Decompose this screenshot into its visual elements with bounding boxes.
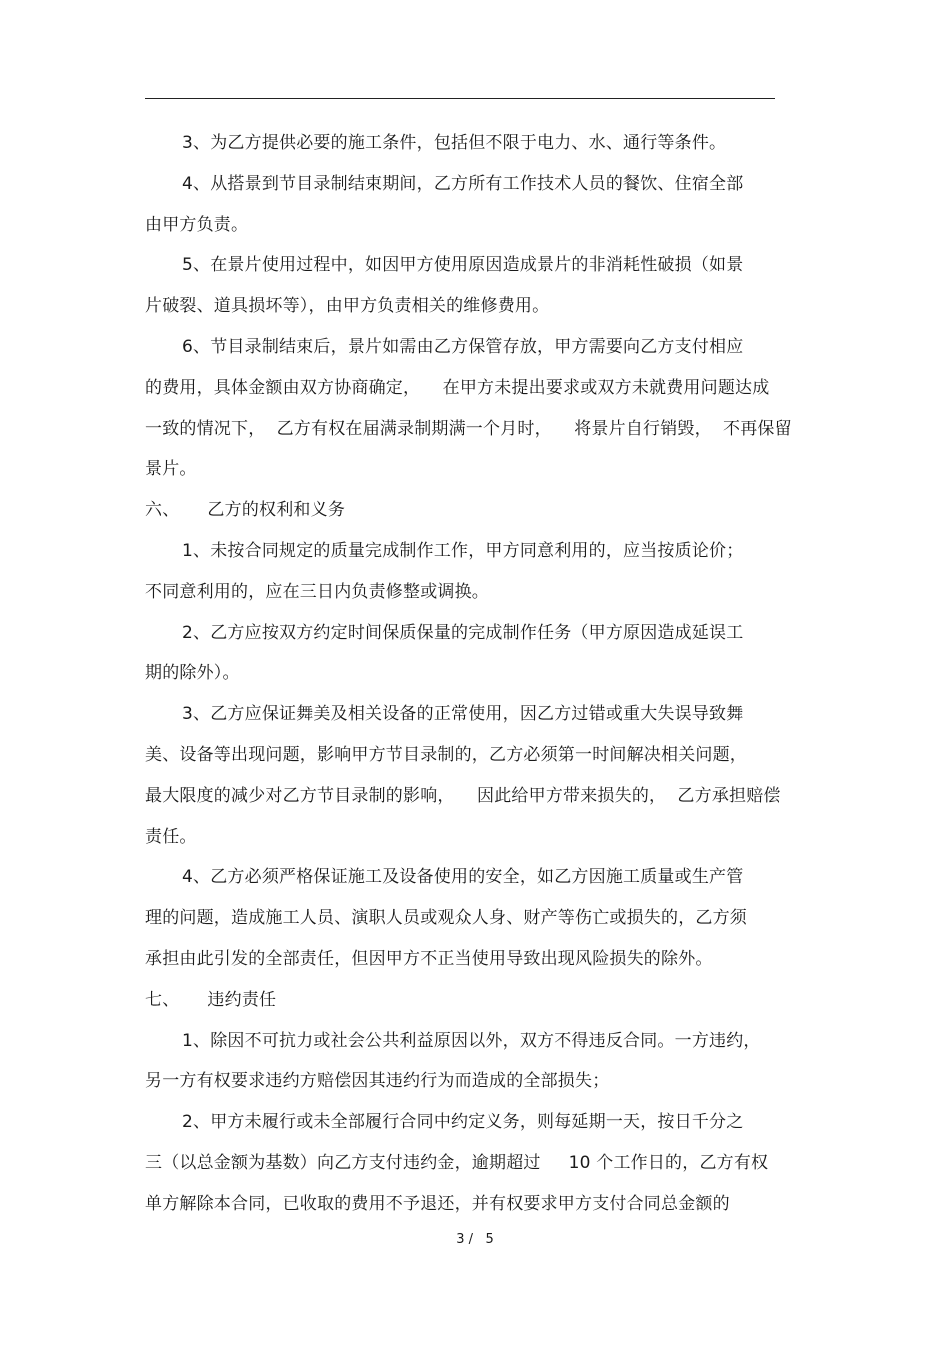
page-number: 3 / 5 <box>456 1232 494 1247</box>
text-line: 片破裂、道具损坏等），由甲方负责相关的维修费用。 <box>145 296 550 316</box>
text-line: 2、乙方应按双方约定时间保质保量的完成制作任务（甲方原因造成延误工 <box>182 623 744 643</box>
text-line: 美、设备等出现问题，影响甲方节目录制的，乙方必须第一时间解决相关问题， <box>145 745 747 765</box>
text-line: 2、甲方未履行或未全部履行合同中约定义务，则每延期一天，按日千分之 <box>182 1112 744 1132</box>
text-line: 六、 乙方的权利和义务 <box>145 500 346 520</box>
text-line: 承担由此引发的全部责任，但因甲方不正当使用导致出现风险损失的除外。 <box>145 949 713 969</box>
text-line: 理的问题，造成施工人员、演职人员或观众人身、财产等伤亡或损失的，乙方须 <box>145 908 747 928</box>
text-line: 3、为乙方提供必要的施工条件，包括但不限于电力、水、通行等条件。 <box>182 133 727 153</box>
text-line: 最大限度的减少对乙方节目录制的影响， 因此给甲方带来损失的， 乙方承担赔偿 <box>145 786 781 806</box>
text-line: 由甲方负责。 <box>145 215 249 235</box>
text-line: 1、未按合同规定的质量完成制作工作，甲方同意利用的，应当按质论价； <box>182 541 744 561</box>
text-line: 5、在景片使用过程中，如因甲方使用原因造成景片的非消耗性破损（如景 <box>182 255 744 275</box>
text-line: 的费用，具体金额由双方协商确定， 在甲方未提出要求或双方未就费用问题达成 <box>145 378 770 398</box>
text-line: 3、乙方应保证舞美及相关设备的正常使用，因乙方过错或重大失误导致舞 <box>182 704 744 724</box>
text-line: 6、节目录制结束后，景片如需由乙方保管存放，甲方需要向乙方支付相应 <box>182 337 744 357</box>
text-line: 另一方有权要求违约方赔偿因其违约行为而造成的全部损失； <box>145 1071 610 1091</box>
text-line: 七、 违约责任 <box>145 990 277 1010</box>
text-line: 景片。 <box>145 459 197 479</box>
text-line: 责任。 <box>145 827 197 847</box>
text-line: 4、乙方必须严格保证施工及设备使用的安全，如乙方因施工质量或生产管 <box>182 867 744 887</box>
text-line: 期的除外）。 <box>145 663 240 683</box>
text-line: 一致的情况下， 乙方有权在届满录制期满一个月时， 将景片自行销毁， 不再保留 <box>145 419 792 439</box>
text-line: 4、从搭景到节目录制结束期间，乙方所有工作技术人员的餐饮、住宿全部 <box>182 174 744 194</box>
text-line: 不同意利用的，应在三日内负责修整或调换。 <box>145 582 489 602</box>
text-line: 单方解除本合同，已收取的费用不予退还，并有权要求甲方支付合同总金额的 <box>145 1194 730 1214</box>
text-line: 三（以总金额为基数）向乙方支付违约金，逾期超过 10 个工作日的，乙方有权 <box>145 1153 769 1173</box>
header-rule <box>145 98 775 99</box>
text-line: 1、除因不可抗力或社会公共利益原因以外，双方不得违反合同。一方违约， <box>182 1031 761 1051</box>
